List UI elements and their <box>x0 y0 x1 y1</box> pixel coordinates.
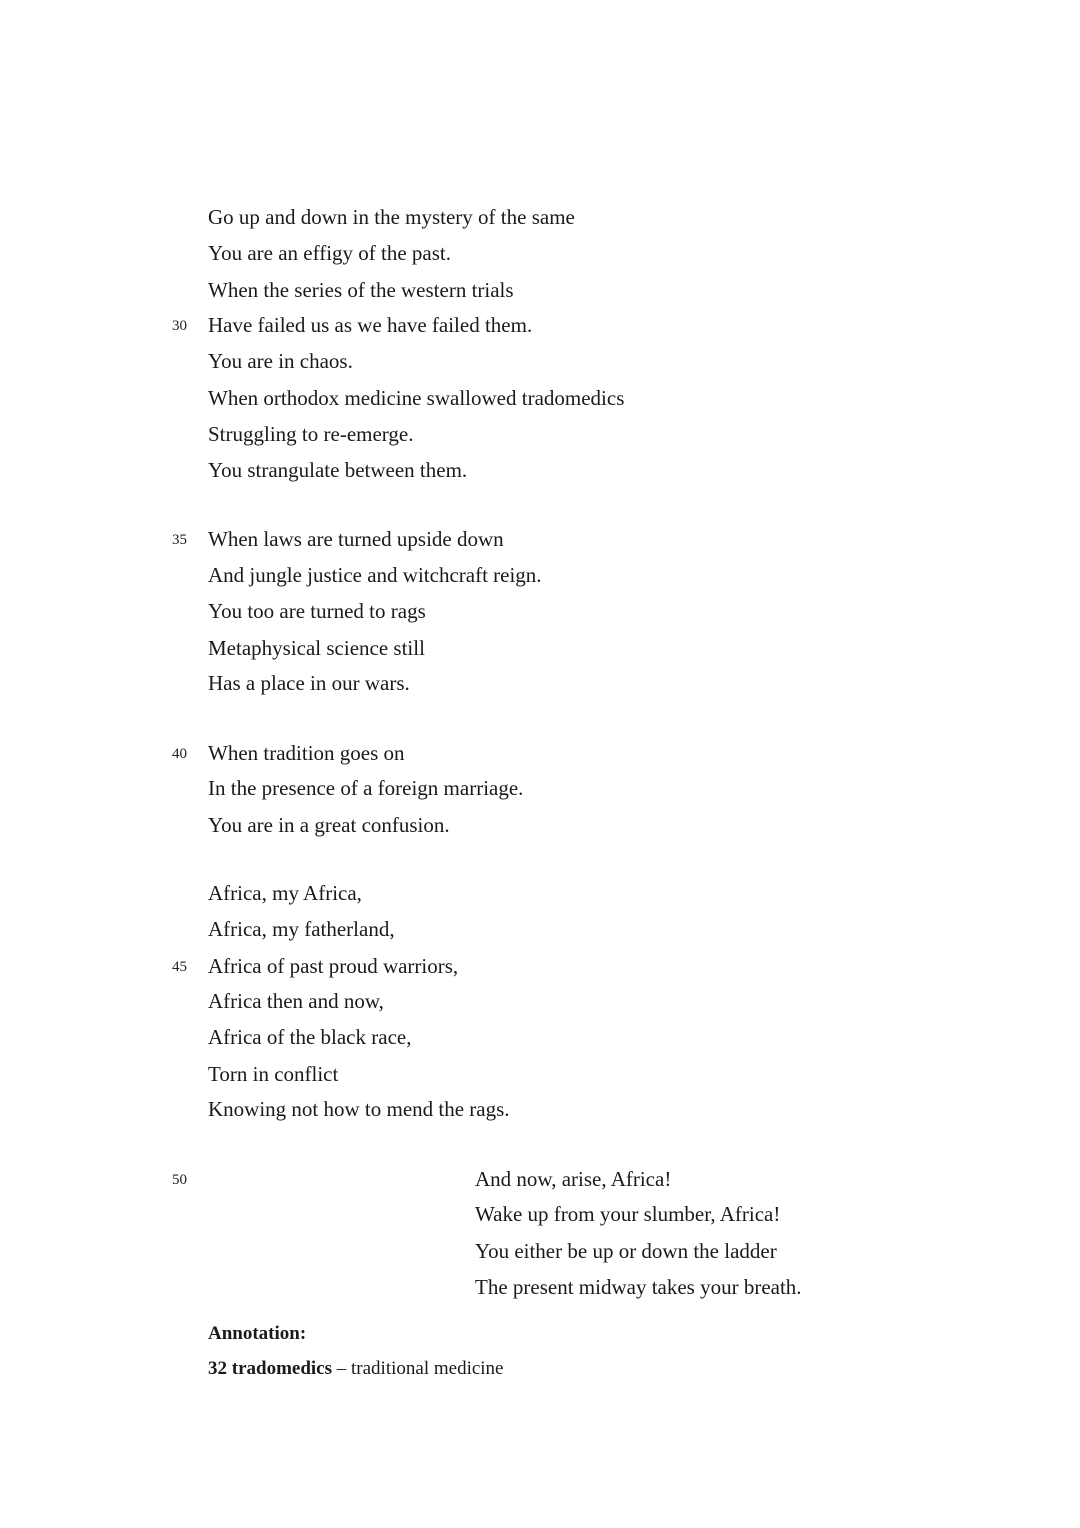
poem-line: When laws are turned upside down <box>208 527 504 551</box>
poem-line: Africa, my Africa, <box>208 881 362 905</box>
poem-line: Metaphysical science still <box>208 636 425 660</box>
line-number: 50 <box>172 1172 187 1188</box>
poem-line: You are in a great confusion. <box>208 813 450 837</box>
poem-line: The present midway takes your breath. <box>475 1275 802 1299</box>
poem-line: Africa, my fatherland, <box>208 917 395 941</box>
annotation-entry <box>208 1356 504 1382</box>
poem-line: You are in chaos. <box>208 349 353 373</box>
annotation-definition: – traditional medicine <box>332 1358 504 1379</box>
poem-line: Have failed us as we have failed them. <box>208 313 533 337</box>
line-number: 35 <box>172 532 187 548</box>
poem-line: Has a place in our wars. <box>208 671 410 695</box>
poem-line: You are an effigy of the past. <box>208 241 452 265</box>
line-number: 40 <box>172 746 187 762</box>
poem-line: Knowing not how to mend the rags. <box>208 1097 510 1121</box>
annotation-term: 32 tradomedics <box>208 1358 333 1379</box>
poem-line: Africa of past proud warriors, <box>208 954 459 978</box>
poem-line: Go up and down in the mystery of the same <box>208 205 575 229</box>
poem-line: Struggling to re-emerge. <box>208 422 414 446</box>
poem-line: And jungle justice and witchcraft reign. <box>208 563 542 587</box>
poem-line: In the presence of a foreign marriage. <box>208 776 524 800</box>
line-number: 30 <box>172 318 187 334</box>
annotation-heading: Annotation: <box>208 1323 307 1344</box>
poem-line: When tradition goes on <box>208 741 405 765</box>
poem-line: You too are turned to rags <box>208 599 426 623</box>
poem-line: Africa then and now, <box>208 989 384 1013</box>
poem-line: Wake up from your slumber, Africa! <box>475 1202 781 1226</box>
line-number: 45 <box>172 959 187 975</box>
poem-line: When orthodox medicine swallowed tradomedics <box>208 386 625 410</box>
poem-line: Africa of the black race, <box>208 1025 412 1049</box>
poem-line: You either be up or down the ladder <box>475 1239 777 1263</box>
poem-line: You strangulate between them. <box>208 458 468 482</box>
poem-line: Torn in conflict <box>208 1062 339 1086</box>
poem-line: When the series of the western trials <box>208 278 514 302</box>
poem-line: And now, arise, Africa! <box>475 1167 672 1191</box>
